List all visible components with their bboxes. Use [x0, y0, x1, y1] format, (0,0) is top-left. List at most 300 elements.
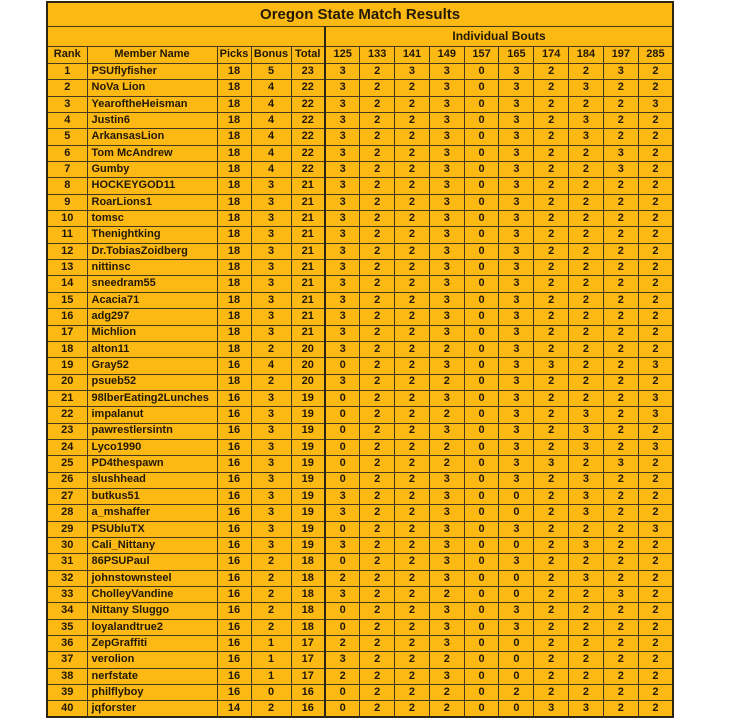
- rank-cell: 29: [47, 521, 87, 537]
- bout-score-cell: 2: [638, 472, 673, 488]
- bout-score-cell: 2: [569, 358, 604, 374]
- bout-score-cell: 2: [395, 80, 430, 96]
- bout-score-cell: 0: [464, 570, 499, 586]
- bout-score-cell: 2: [534, 488, 569, 504]
- rank-cell: 12: [47, 243, 87, 259]
- bout-score-cell: 0: [325, 619, 360, 635]
- bout-score-cell: 3: [499, 129, 534, 145]
- picks-cell: 16: [217, 358, 251, 374]
- bout-score-cell: 0: [325, 685, 360, 701]
- rank-cell: 7: [47, 162, 87, 178]
- bout-score-cell: 2: [395, 309, 430, 325]
- bout-score-cell: 0: [325, 407, 360, 423]
- bout-score-cell: 2: [638, 456, 673, 472]
- bout-score-cell: 3: [429, 390, 464, 406]
- bout-score-cell: 2: [534, 211, 569, 227]
- bout-score-cell: 2: [499, 685, 534, 701]
- bout-score-cell: 2: [395, 570, 430, 586]
- member-name-cell: 86PSUPaul: [87, 554, 217, 570]
- bout-score-cell: 3: [429, 570, 464, 586]
- bonus-cell: 3: [251, 325, 291, 341]
- bout-score-cell: 2: [638, 276, 673, 292]
- bout-score-cell: 0: [499, 701, 534, 717]
- bonus-cell: 2: [251, 341, 291, 357]
- bout-score-cell: 2: [638, 619, 673, 635]
- bout-score-cell: 3: [325, 587, 360, 603]
- title-row: [47, 2, 673, 27]
- picks-cell: 16: [217, 407, 251, 423]
- total-cell: 21: [291, 243, 325, 259]
- picks-cell: 14: [217, 701, 251, 717]
- bout-score-cell: 2: [569, 325, 604, 341]
- table-row: [47, 358, 673, 374]
- member-name-cell: impalanut: [87, 407, 217, 423]
- bout-score-cell: 2: [395, 587, 430, 603]
- bout-score-cell: 2: [360, 685, 395, 701]
- bout-score-cell: 0: [464, 194, 499, 210]
- bout-score-cell: 2: [603, 211, 638, 227]
- bout-score-cell: 2: [395, 521, 430, 537]
- bout-score-cell: 2: [534, 325, 569, 341]
- table-row: [47, 260, 673, 276]
- bout-score-cell: 2: [360, 456, 395, 472]
- bout-score-cell: 2: [395, 374, 430, 390]
- bout-score-cell: 0: [464, 80, 499, 96]
- rank-cell: 28: [47, 505, 87, 521]
- member-name-cell: Michlion: [87, 325, 217, 341]
- rank-cell: 3: [47, 96, 87, 112]
- bout-score-cell: 2: [569, 668, 604, 684]
- rank-cell: 36: [47, 636, 87, 652]
- bout-score-cell: 2: [395, 227, 430, 243]
- bonus-cell: 3: [251, 260, 291, 276]
- table-row: [47, 243, 673, 259]
- member-name-cell: pawrestlersintn: [87, 423, 217, 439]
- member-name-cell: Lyco1990: [87, 439, 217, 455]
- bout-score-cell: 3: [569, 129, 604, 145]
- bout-score-cell: 0: [464, 211, 499, 227]
- bout-score-cell: 3: [603, 456, 638, 472]
- bout-score-cell: 2: [603, 129, 638, 145]
- bout-score-cell: 0: [325, 423, 360, 439]
- bout-score-cell: 3: [429, 211, 464, 227]
- bout-score-cell: 2: [360, 472, 395, 488]
- bout-score-cell: 2: [360, 554, 395, 570]
- bout-score-cell: 0: [464, 488, 499, 504]
- rank-cell: 15: [47, 292, 87, 308]
- bout-score-cell: 2: [429, 652, 464, 668]
- bout-score-cell: 2: [429, 701, 464, 717]
- bout-score-cell: 2: [534, 227, 569, 243]
- bout-score-cell: 0: [464, 325, 499, 341]
- col-header-133: 133: [360, 47, 395, 64]
- bonus-cell: 3: [251, 423, 291, 439]
- bout-score-cell: 0: [464, 260, 499, 276]
- bout-score-cell: 0: [325, 521, 360, 537]
- column-header-row: [47, 47, 673, 64]
- bout-score-cell: 2: [534, 194, 569, 210]
- bout-score-cell: 0: [325, 358, 360, 374]
- bout-score-cell: 3: [429, 554, 464, 570]
- picks-cell: 16: [217, 488, 251, 504]
- bout-score-cell: 2: [534, 685, 569, 701]
- bout-score-cell: 2: [360, 64, 395, 80]
- bout-score-cell: 0: [464, 603, 499, 619]
- bout-score-cell: 3: [325, 652, 360, 668]
- picks-cell: 16: [217, 554, 251, 570]
- bout-score-cell: 2: [360, 619, 395, 635]
- bout-score-cell: 2: [395, 685, 430, 701]
- bonus-cell: 1: [251, 636, 291, 652]
- bout-score-cell: 2: [325, 570, 360, 586]
- bout-score-cell: 3: [499, 456, 534, 472]
- member-name-cell: adg297: [87, 309, 217, 325]
- bonus-cell: 1: [251, 652, 291, 668]
- rank-cell: 24: [47, 439, 87, 455]
- bout-score-cell: 3: [569, 570, 604, 586]
- bout-score-cell: 3: [569, 439, 604, 455]
- bout-score-cell: 3: [499, 603, 534, 619]
- bout-score-cell: 2: [534, 423, 569, 439]
- bout-score-cell: 2: [360, 701, 395, 717]
- member-name-cell: PD4thespawn: [87, 456, 217, 472]
- rank-cell: 30: [47, 537, 87, 553]
- bout-score-cell: 2: [534, 390, 569, 406]
- table-row: [47, 554, 673, 570]
- bout-score-cell: 3: [499, 521, 534, 537]
- bonus-cell: 3: [251, 211, 291, 227]
- total-cell: 19: [291, 537, 325, 553]
- bout-score-cell: 2: [638, 570, 673, 586]
- bout-score-cell: 2: [603, 570, 638, 586]
- bout-score-cell: 2: [534, 505, 569, 521]
- bout-score-cell: 3: [429, 505, 464, 521]
- member-name-cell: loyalandtrue2: [87, 619, 217, 635]
- total-cell: 21: [291, 194, 325, 210]
- bout-score-cell: 2: [603, 276, 638, 292]
- total-cell: 21: [291, 211, 325, 227]
- bout-score-cell: 2: [603, 178, 638, 194]
- bout-score-cell: 2: [429, 374, 464, 390]
- rank-cell: 1: [47, 64, 87, 80]
- bout-score-cell: 0: [464, 701, 499, 717]
- picks-cell: 18: [217, 162, 251, 178]
- total-cell: 20: [291, 374, 325, 390]
- bout-score-cell: 3: [429, 276, 464, 292]
- bout-score-cell: 3: [429, 636, 464, 652]
- bout-score-cell: 0: [464, 472, 499, 488]
- bout-score-cell: 2: [395, 505, 430, 521]
- bout-score-cell: 2: [360, 587, 395, 603]
- bout-score-cell: 2: [360, 341, 395, 357]
- bout-score-cell: 3: [429, 194, 464, 210]
- bout-score-cell: 2: [638, 129, 673, 145]
- bout-score-cell: 2: [395, 96, 430, 112]
- picks-cell: 18: [217, 194, 251, 210]
- bout-score-cell: 3: [429, 178, 464, 194]
- bout-score-cell: 2: [534, 587, 569, 603]
- member-name-cell: CholleyVandine: [87, 587, 217, 603]
- bonus-cell: 3: [251, 439, 291, 455]
- bout-score-cell: 2: [603, 96, 638, 112]
- picks-cell: 16: [217, 685, 251, 701]
- bout-score-cell: 2: [603, 668, 638, 684]
- total-cell: 22: [291, 145, 325, 161]
- bout-score-cell: 2: [638, 113, 673, 129]
- total-cell: 17: [291, 636, 325, 652]
- table-row: [47, 113, 673, 129]
- bout-score-cell: 2: [395, 292, 430, 308]
- bout-score-cell: 0: [464, 685, 499, 701]
- bout-score-cell: 2: [360, 178, 395, 194]
- bout-score-cell: 0: [464, 178, 499, 194]
- bout-score-cell: 3: [499, 194, 534, 210]
- rank-cell: 26: [47, 472, 87, 488]
- bonus-cell: 3: [251, 390, 291, 406]
- table-row: [47, 211, 673, 227]
- bout-score-cell: 2: [569, 652, 604, 668]
- rank-cell: 11: [47, 227, 87, 243]
- col-header-member: Member Name: [87, 47, 217, 64]
- bout-score-cell: 3: [325, 243, 360, 259]
- bout-score-cell: 2: [603, 603, 638, 619]
- col-header-285: 285: [638, 47, 673, 64]
- bout-score-cell: 2: [638, 162, 673, 178]
- bout-score-cell: 3: [499, 243, 534, 259]
- bout-score-cell: 2: [395, 554, 430, 570]
- bout-score-cell: 3: [325, 309, 360, 325]
- bonus-cell: 4: [251, 162, 291, 178]
- bout-score-cell: 2: [569, 341, 604, 357]
- bout-score-cell: 2: [638, 423, 673, 439]
- bout-score-cell: 3: [499, 64, 534, 80]
- bout-score-cell: 3: [603, 162, 638, 178]
- bonus-cell: 4: [251, 145, 291, 161]
- bout-score-cell: 2: [360, 162, 395, 178]
- bout-score-cell: 3: [429, 423, 464, 439]
- bout-score-cell: 2: [534, 537, 569, 553]
- bout-score-cell: 2: [395, 537, 430, 553]
- rank-cell: 21: [47, 390, 87, 406]
- table-row: [47, 488, 673, 504]
- bout-score-cell: 2: [429, 685, 464, 701]
- picks-cell: 16: [217, 472, 251, 488]
- bout-score-cell: 0: [325, 603, 360, 619]
- member-name-cell: tomsc: [87, 211, 217, 227]
- bout-score-cell: 3: [325, 145, 360, 161]
- bout-score-cell: 3: [429, 96, 464, 112]
- bout-score-cell: 2: [638, 374, 673, 390]
- bout-score-cell: 2: [569, 227, 604, 243]
- bout-score-cell: 2: [360, 80, 395, 96]
- bout-score-cell: 2: [569, 194, 604, 210]
- col-header-125: 125: [325, 47, 360, 64]
- bout-score-cell: 0: [464, 439, 499, 455]
- rank-cell: 22: [47, 407, 87, 423]
- member-name-cell: philflyboy: [87, 685, 217, 701]
- bout-score-cell: 2: [569, 456, 604, 472]
- picks-cell: 18: [217, 276, 251, 292]
- bout-score-cell: 3: [325, 341, 360, 357]
- bout-score-cell: 2: [603, 292, 638, 308]
- bout-score-cell: 3: [499, 341, 534, 357]
- bout-score-cell: 0: [464, 292, 499, 308]
- bout-score-cell: 0: [464, 505, 499, 521]
- bout-score-cell: 2: [603, 423, 638, 439]
- bout-score-cell: 2: [429, 439, 464, 455]
- bout-score-cell: 2: [395, 145, 430, 161]
- bout-score-cell: 2: [638, 178, 673, 194]
- bout-score-cell: 0: [464, 407, 499, 423]
- bout-score-cell: 2: [638, 80, 673, 96]
- bout-score-cell: 2: [638, 587, 673, 603]
- bout-score-cell: 3: [429, 113, 464, 129]
- bout-score-cell: 2: [534, 374, 569, 390]
- bout-score-cell: 2: [569, 554, 604, 570]
- member-name-cell: nittinsc: [87, 260, 217, 276]
- table-row: [47, 587, 673, 603]
- bout-score-cell: 0: [464, 521, 499, 537]
- bout-score-cell: 2: [534, 668, 569, 684]
- picks-cell: 18: [217, 80, 251, 96]
- bout-score-cell: 2: [534, 309, 569, 325]
- bout-score-cell: 2: [638, 636, 673, 652]
- bout-score-cell: 3: [638, 439, 673, 455]
- rank-cell: 16: [47, 309, 87, 325]
- bonus-cell: 0: [251, 685, 291, 701]
- picks-cell: 18: [217, 64, 251, 80]
- bout-score-cell: 3: [325, 178, 360, 194]
- bout-score-cell: 2: [534, 554, 569, 570]
- table-row: [47, 652, 673, 668]
- bout-score-cell: 2: [603, 194, 638, 210]
- picks-cell: 18: [217, 178, 251, 194]
- bout-score-cell: 2: [534, 276, 569, 292]
- total-cell: 19: [291, 439, 325, 455]
- bouts-group-header: Individual Bouts: [325, 27, 673, 47]
- rank-cell: 33: [47, 587, 87, 603]
- bout-score-cell: 3: [429, 145, 464, 161]
- bout-score-cell: 2: [569, 260, 604, 276]
- col-header-157: 157: [464, 47, 499, 64]
- results-table-body: [47, 64, 673, 718]
- table-row: [47, 603, 673, 619]
- bout-score-cell: 2: [569, 243, 604, 259]
- table-row: [47, 80, 673, 96]
- member-name-cell: Acacia71: [87, 292, 217, 308]
- bout-score-cell: 2: [603, 488, 638, 504]
- bout-score-cell: 2: [360, 145, 395, 161]
- bout-score-cell: 2: [569, 390, 604, 406]
- bout-score-cell: 2: [360, 423, 395, 439]
- bouts-group-row: [47, 27, 673, 47]
- bout-score-cell: 2: [395, 472, 430, 488]
- total-cell: 21: [291, 227, 325, 243]
- rank-cell: 2: [47, 80, 87, 96]
- bout-score-cell: 3: [325, 113, 360, 129]
- total-cell: 18: [291, 603, 325, 619]
- table-row: [47, 619, 673, 635]
- bout-score-cell: 2: [360, 113, 395, 129]
- bonus-cell: 3: [251, 243, 291, 259]
- table-row: [47, 178, 673, 194]
- total-cell: 19: [291, 423, 325, 439]
- total-cell: 19: [291, 488, 325, 504]
- rank-cell: 5: [47, 129, 87, 145]
- col-header-total: Total: [291, 47, 325, 64]
- member-name-cell: Dr.TobiasZoidberg: [87, 243, 217, 259]
- bonus-cell: 3: [251, 537, 291, 553]
- bout-score-cell: 3: [325, 260, 360, 276]
- total-cell: 19: [291, 407, 325, 423]
- bout-score-cell: 2: [603, 341, 638, 357]
- bout-score-cell: 3: [569, 80, 604, 96]
- bout-score-cell: 0: [499, 537, 534, 553]
- bout-score-cell: 2: [569, 211, 604, 227]
- rank-cell: 35: [47, 619, 87, 635]
- bout-score-cell: 2: [534, 603, 569, 619]
- bout-score-cell: 3: [534, 358, 569, 374]
- bout-score-cell: 2: [360, 358, 395, 374]
- bout-score-cell: 0: [325, 472, 360, 488]
- bout-score-cell: 2: [603, 390, 638, 406]
- bout-score-cell: 3: [569, 113, 604, 129]
- bout-score-cell: 2: [534, 636, 569, 652]
- bout-score-cell: 0: [464, 390, 499, 406]
- picks-cell: 18: [217, 145, 251, 161]
- bout-score-cell: 2: [360, 309, 395, 325]
- bout-score-cell: 2: [534, 472, 569, 488]
- bout-score-cell: 2: [395, 341, 430, 357]
- bout-score-cell: 3: [499, 619, 534, 635]
- member-name-cell: YearoftheHeisman: [87, 96, 217, 112]
- bout-score-cell: 2: [534, 243, 569, 259]
- bout-score-cell: 2: [395, 276, 430, 292]
- bout-score-cell: 2: [395, 652, 430, 668]
- bout-score-cell: 2: [603, 554, 638, 570]
- bout-score-cell: 2: [360, 407, 395, 423]
- bout-score-cell: 3: [429, 472, 464, 488]
- bout-score-cell: 3: [429, 521, 464, 537]
- total-cell: 16: [291, 685, 325, 701]
- picks-cell: 16: [217, 587, 251, 603]
- col-header-197: 197: [603, 47, 638, 64]
- bout-score-cell: 2: [360, 129, 395, 145]
- total-cell: 16: [291, 701, 325, 717]
- table-row: [47, 521, 673, 537]
- member-name-cell: a_mshaffer: [87, 505, 217, 521]
- bout-score-cell: 2: [395, 129, 430, 145]
- bout-score-cell: 2: [534, 341, 569, 357]
- bout-score-cell: 2: [569, 603, 604, 619]
- bout-score-cell: 3: [429, 129, 464, 145]
- member-name-cell: butkus51: [87, 488, 217, 504]
- total-cell: 18: [291, 554, 325, 570]
- bout-score-cell: 2: [569, 96, 604, 112]
- table-row: [47, 701, 673, 717]
- table-row: [47, 227, 673, 243]
- total-cell: 21: [291, 260, 325, 276]
- bout-score-cell: 0: [325, 701, 360, 717]
- bout-score-cell: 3: [638, 358, 673, 374]
- bonus-cell: 3: [251, 505, 291, 521]
- bout-score-cell: 2: [534, 439, 569, 455]
- bonus-cell: 3: [251, 521, 291, 537]
- table-row: [47, 423, 673, 439]
- bout-score-cell: 2: [395, 701, 430, 717]
- bout-score-cell: 3: [325, 162, 360, 178]
- bout-score-cell: 0: [464, 276, 499, 292]
